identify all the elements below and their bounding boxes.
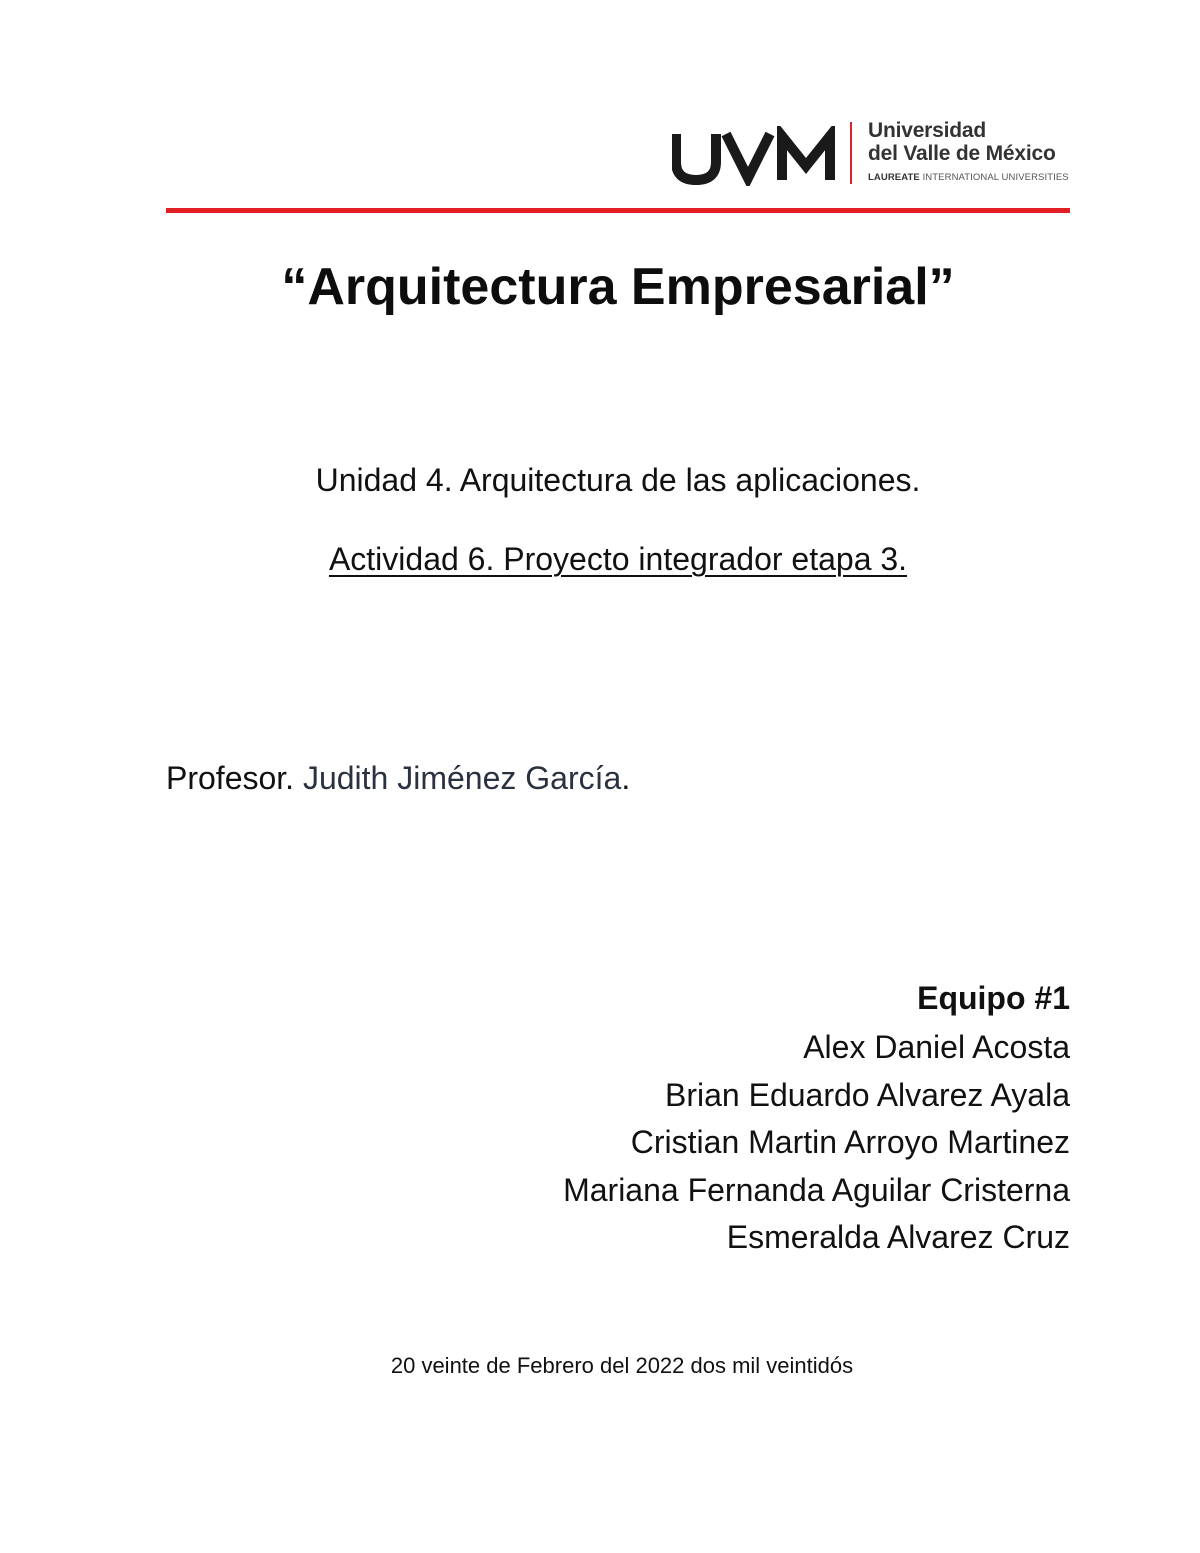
- team-member: Brian Eduardo Alvarez Ayala: [665, 1076, 1070, 1113]
- logo-network-rest: INTERNATIONAL UNIVERSITIES: [919, 172, 1069, 183]
- logo-network-text: [868, 172, 1069, 184]
- header-rule: [166, 208, 1070, 213]
- team-member: Cristian Martin Arroyo Martinez: [630, 1124, 1070, 1160]
- unit-heading: Unidad 4. Arquitectura de las aplicaciones.: [315, 462, 921, 498]
- professor-name: Judith Jiménez García: [302, 760, 622, 796]
- professor-line: [166, 756, 630, 800]
- document-title: “Arquitectura Empresarial”: [281, 258, 955, 316]
- document-date: 20 veinte de Febrero del 2022 dos mil veintidós: [390, 1353, 854, 1378]
- logo-divider: [850, 122, 852, 184]
- professor-label: Profesor.: [166, 760, 303, 796]
- team-member: Mariana Fernanda Aguilar Cristerna: [563, 1171, 1070, 1208]
- team-member: Esmeralda Alvarez Cruz: [726, 1219, 1070, 1255]
- professor-end: .: [621, 760, 631, 796]
- uvm-wordmark-logo: [672, 126, 840, 186]
- team-member: Alex Daniel Acosta: [803, 1029, 1070, 1065]
- logo-network-bold: LAUREATE: [868, 172, 920, 183]
- logo-university-line2: del Valle de México: [868, 142, 1056, 165]
- activity-heading: [0, 537, 1200, 581]
- logo-university-line1: Universidad: [868, 119, 987, 142]
- team-label: Equipo #1: [917, 980, 1070, 1016]
- team-block: [370, 976, 1070, 1262]
- uvm-logo: [672, 118, 1072, 192]
- activity-heading-text: Actividad 6. Proyecto integrador etapa 3.: [328, 541, 908, 577]
